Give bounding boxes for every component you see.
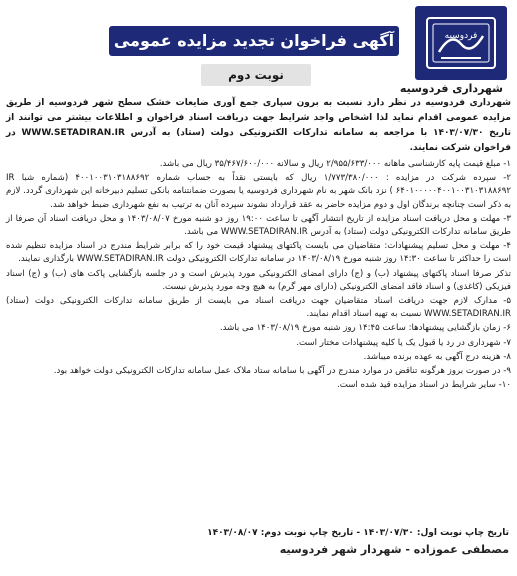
organization-name: شهرداری فردوسیه bbox=[399, 82, 503, 95]
list-item: تذکر صرفا اسناد پاکتهای پیشنهاد (ب) و (ج) دارای امضای الکترونیکی مورد پذیرش است و در جلسه بازگشایی پاکت های (ب) و (ج) اسناد فیزیکی (کاغذی) و اسناد فاقد امضای الکترونیکی (دارای مهر گرم) به هیچ وجه مورد پذیرش نیست. bbox=[6, 268, 511, 292]
list-item: ۶- زمان بازگشایی پیشنهادها: ساعت ۱۴:۴۵ روز شنبه مورخ ۱۴۰۳/۰۸/۱۹ می باشد. bbox=[219, 323, 511, 334]
municipality-logo-icon bbox=[415, 6, 507, 80]
conditions-list bbox=[6, 158, 511, 392]
round-badge: نوبت دوم bbox=[201, 64, 311, 86]
list-item: ۹- در صورت بروز هرگونه تناقض در موارد مندرج در آگهی با سامانه ستاد ملاک عمل سامانه تدارکات الکترونیکی دولت خواهد بود. bbox=[53, 366, 511, 377]
header bbox=[6, 4, 511, 96]
list-item: ۲- سپرده شرکت در مزایده : ۱/۷۷۳/۳۸۰/۰۰۰ ریال که بایستی نقداً به حساب شماره ۴۰۰۱۰۰۳۱۰۳۱۸۸۶۹۲ (شماره شبا IR ۶۴۰۱۰۰۰۰۰۴۰۰۱۰۰۳۱۰۳۱۸۸۶۹۲ ) نزد بانک شهر به نام شهرداری فردوسیه یا بصورت ضمانتنامه بانکی تسلیم دبیرخانه این شهرداری گردد. لازم به ذکر است چنانچه برندگان اول و دوم مزایده حاضر به عقد قرارداد نشوند سپرده آنان به ترتیب به نفع شهرداری ضبط خواهد شد. bbox=[6, 173, 512, 210]
signer-name: مصطفی عموزاده - شهردار شهر فردوسیه bbox=[279, 543, 509, 556]
list-item: ۳- مهلت و محل دریافت اسناد مزایده از تاریخ انتشار آگهی تا ساعت ۱۹:۰۰ روز دو شنبه مورخ ۱۴۰۳/۰۸/۰۷ و محل دریافت اسناد آن صرفا از طریق سامانه تدارکات الکترونیکی دولت (ستاد) به آدرس WWW.SETADIRAN.IR می باشد. bbox=[6, 213, 512, 238]
list-item: ۸- هزینه درج آگهی به عهده برنده میباشد. bbox=[363, 351, 511, 362]
list-item: ۱- مبلغ قیمت پایه کارشناسی ماهانه ۲/۹۵۵/۶۳۳/۰۰۰ ریال و سالانه ۳۵/۴۶۷/۶۰۰/۰۰۰ ریال می باشد. bbox=[159, 159, 511, 169]
list-item: ۷- شهرداری در رد یا قبول یک یا کلیه پیشنهادات مختار است. bbox=[296, 337, 511, 348]
list-item: ۴- مهلت و محل تسلیم پیشنهادات: متقاضیان می بایست پاکتهای پیشنهاد قیمت خود را که برابر شرایط مندرج در اسناد مزایده تنظیم شده است را حداکثر تا ساعت ۱۴:۳۰ روز شنبه مورخ ۱۴۰۳/۰۸/۱۹ در سامانه تدارکات الکترونیکی دولت WWW.SETADIRAN.IR بارگذاری نمایند. bbox=[6, 241, 511, 265]
list-item: ۱۰- سایر شرایط در اسناد مزایده قید شده است. bbox=[337, 380, 511, 391]
list-item: ۵- مدارک لازم جهت دریافت اسناد متقاضیان جهت دریافت اسناد می بایست از طریق سامانه تدارکات الکترونیکی دولت (ستاد) WWW.SETADIRAN.IR نسبت به تهیه اسناد اقدام نمایند. bbox=[6, 296, 511, 320]
page-title: آگهی فراخوان تجدید مزایده عمومی bbox=[109, 26, 399, 56]
ferdosieh-logo-graphic bbox=[421, 12, 501, 74]
logo-text: فردوسیه bbox=[444, 31, 478, 41]
footer bbox=[8, 526, 509, 558]
publication-dates: تاریخ چاپ نوبت اول: ۱۴۰۳/۰۷/۳۰ - تاریخ چاپ نوبت دوم: ۱۴۰۳/۰۸/۰۷ bbox=[207, 528, 509, 538]
intro-paragraph: شهرداری فردوسیه در نظر دارد نسبت به برون سپاری جمع آوری ضایعات خشک سطح شهر فردوسیه از طریق مزایده عمومی اقدام نماید لذا اشخاص واجد شرایط جهت دریافت اسناد فراخوان و اطلاعات بیشتر می توانند از تاریخ ۱۴۰۳/۰۷/۳۰ با مراجعه به سامانه تدارکات الکترونیکی دولت (ستاد) به آدرس WWW.SETADIRAN.IR در فراخوان شرکت نمایند. bbox=[6, 98, 511, 153]
